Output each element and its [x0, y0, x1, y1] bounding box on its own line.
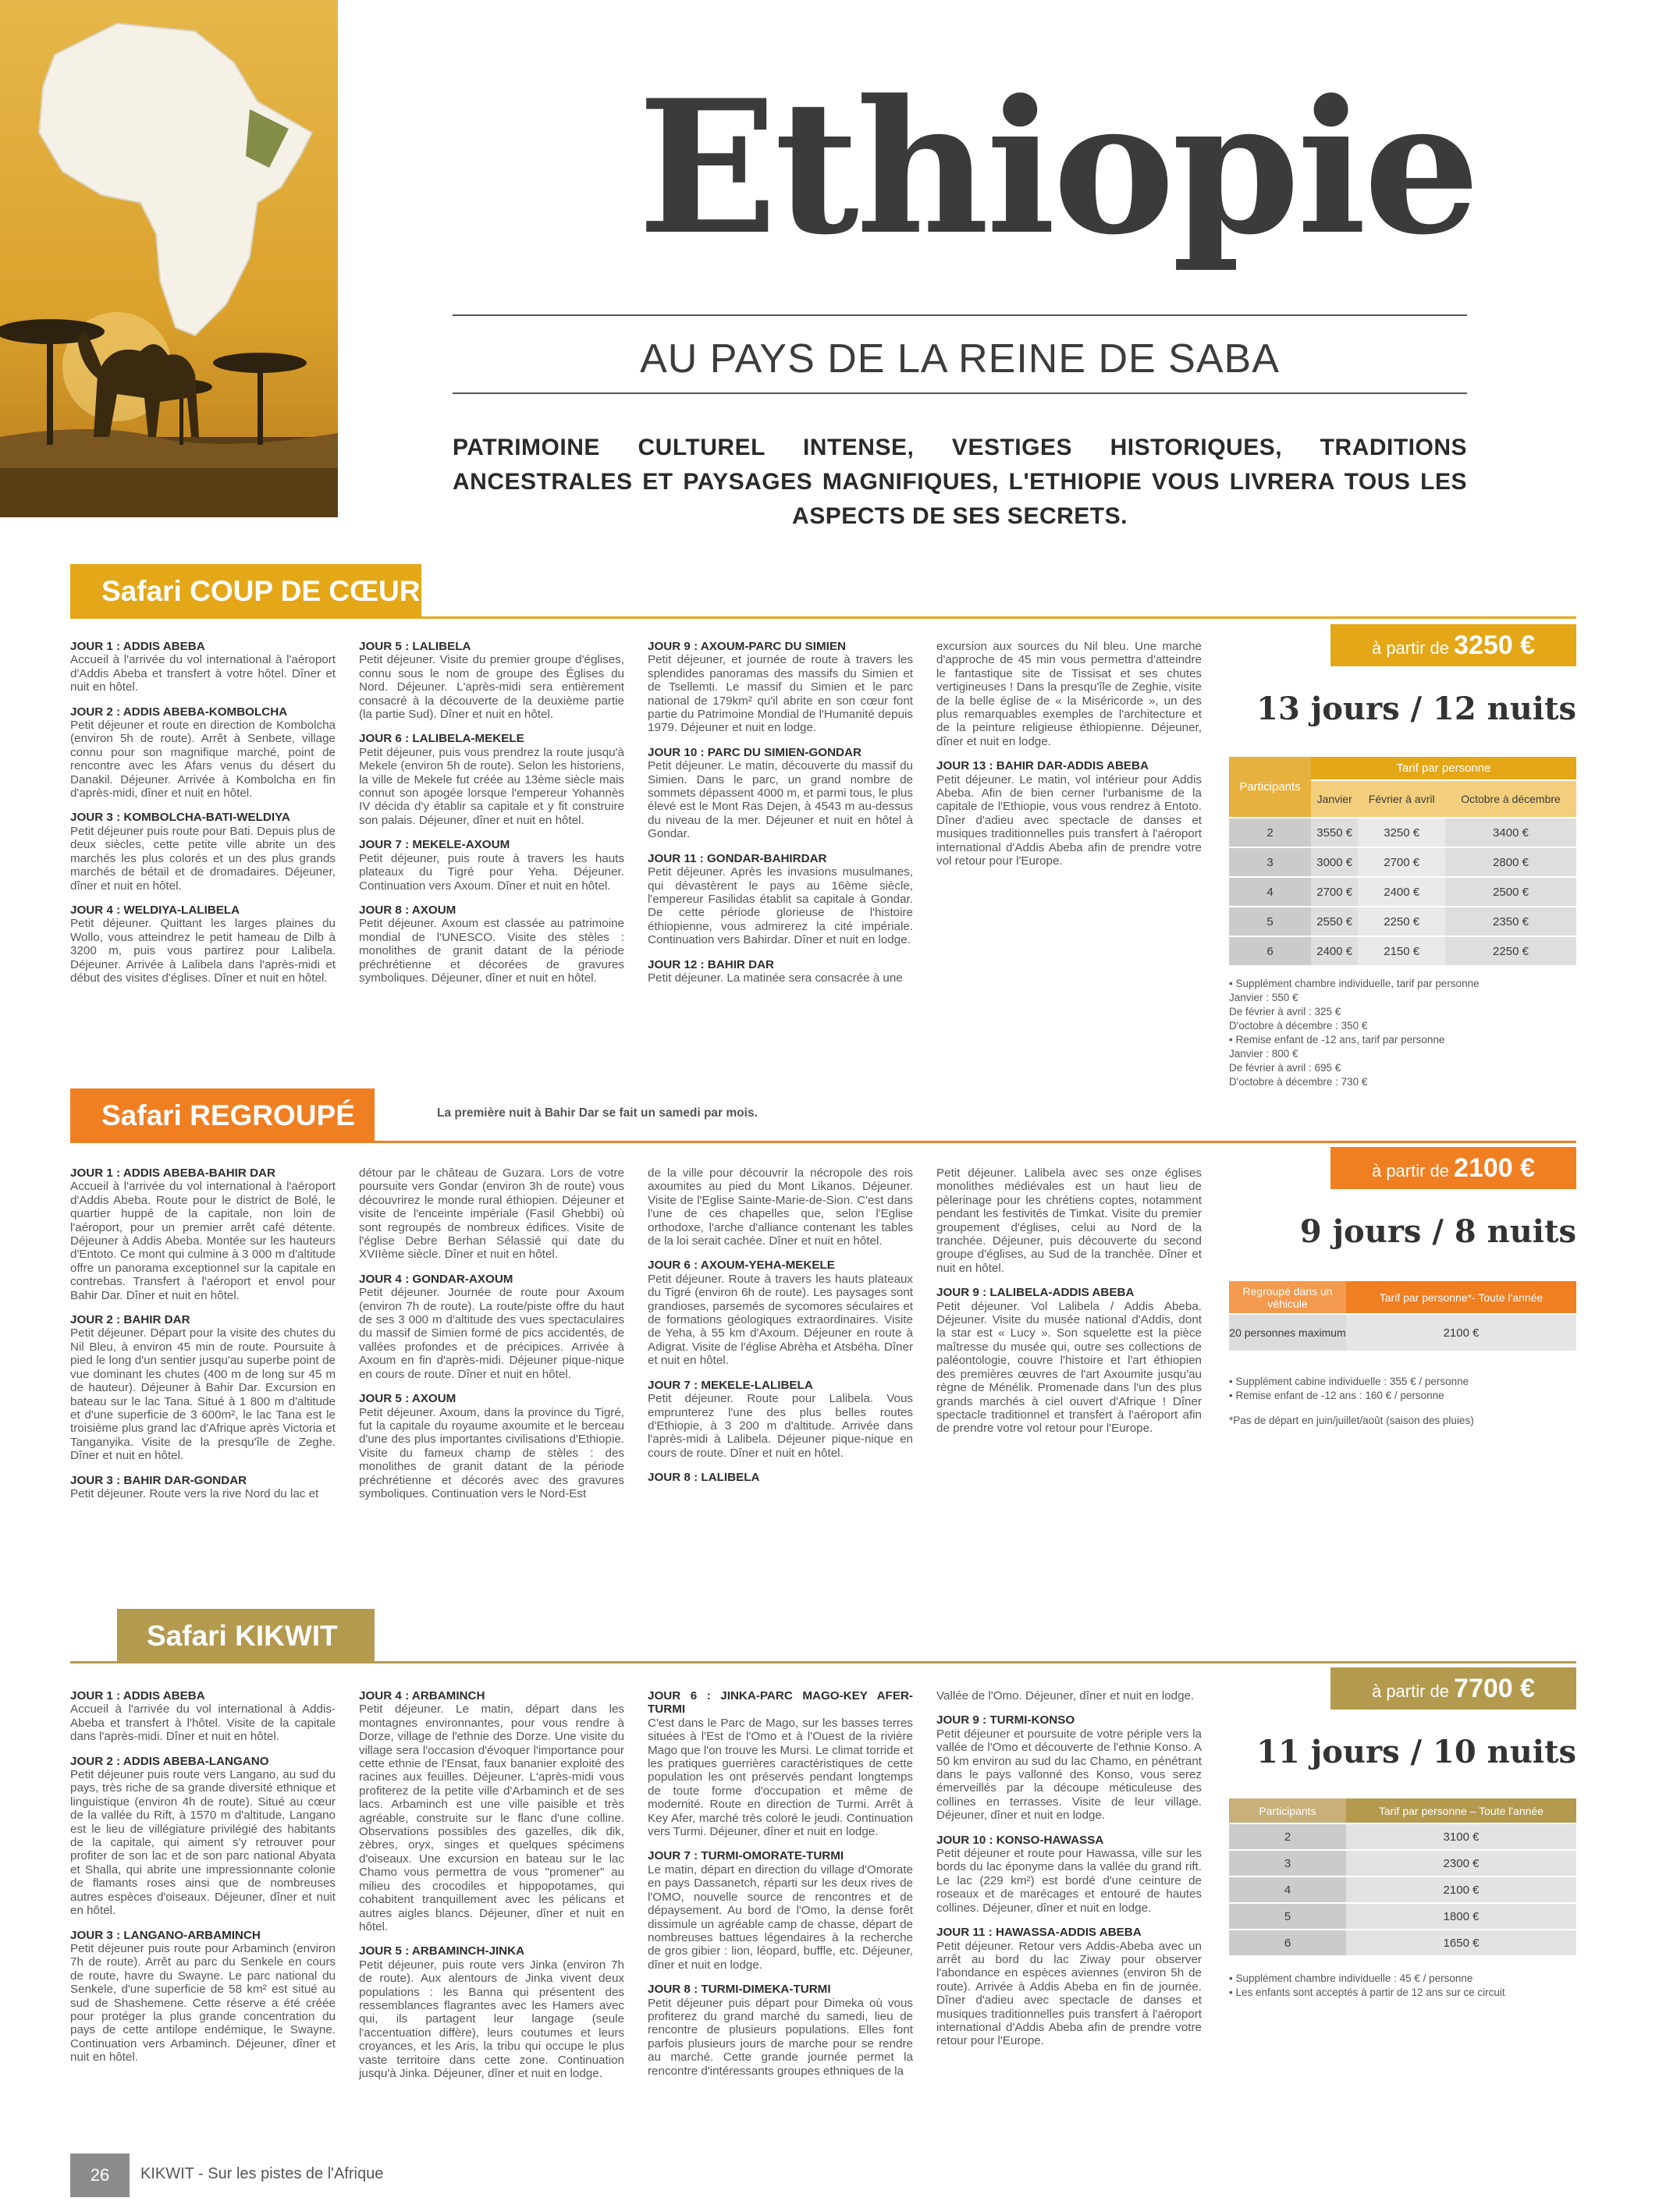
safari2-col3: [648, 1166, 913, 1496]
table-row: [1229, 936, 1576, 966]
price-cell: 1650 €: [1346, 1930, 1576, 1956]
itinerary-day: [359, 1273, 624, 1381]
day-title: JOUR 9 : AXOUM-PARC DU SIMIEN: [648, 640, 846, 653]
note-line: D'octobre à décembre : 730 €: [1229, 1076, 1368, 1088]
day-title: JOUR 6 : LALIBELA-MEKELE: [359, 732, 524, 746]
safari1-col1: [70, 640, 336, 996]
day-description: Petit déjeuner, et journée de route à travers les splendides panoramas des massifs du Simien et de Tsellemti. Le massif du Simien et le parc national de 179km² qu'il abrite en son cœur font partie du Patrimoine Mondial de l'Humanité depuis 1979. Déjeuner et nuit en lodge.: [648, 653, 913, 735]
itinerary-day: [359, 904, 624, 985]
day-description: Petit déjeuner. Route pour Lalibela. Vous emprunterez l'une des plus belles routes d'Ethiopie, à 3 200 m d'altitude. Arrivée dans l'après-midi à Lalibela. Déjeuner pique-nique en cours de route. Dîner et nuit en hôtel.: [648, 1392, 913, 1460]
table-row: [1229, 1823, 1576, 1850]
note-line: Janvier : 550 €: [1229, 992, 1298, 1003]
itinerary-day: [648, 958, 913, 985]
itinerary-day: [936, 1689, 1202, 1702]
safari3-col1: [70, 1689, 336, 2075]
vehicle-header: Regroupé dans un véhicule: [1229, 1281, 1346, 1314]
price-cell: 3250 €: [1358, 818, 1445, 847]
day-title: JOUR 8 : AXOUM: [359, 903, 456, 917]
day-title: JOUR 11 : HAWASSA-ADDIS ABEBA: [936, 1926, 1142, 1940]
price-cell: 2550 €: [1311, 907, 1358, 936]
divider-top: [453, 314, 1467, 316]
price-cell: 3400 €: [1445, 818, 1576, 847]
participants-cell: 4: [1229, 877, 1311, 907]
subtitle: AU PAYS DE LA REINE DE SABA: [640, 336, 1280, 382]
safari1-price-box: [1330, 624, 1576, 666]
intro-text: PATRIMOINE CULTUREL INTENSE, VESTIGES HISTORIQUES, TRADITIONS ANCESTRALES ET PAYSAGES MAGNIFIQUES, L'ETHIOPIE VOUS LIVRERA TOUS LES ASPECTS DE SES SECRETS.: [453, 435, 1467, 529]
itinerary-day: [359, 1689, 624, 1933]
day-title: JOUR 3 : KOMBOLCHA-BATI-WELDIYA: [70, 811, 290, 825]
safari3-price-table: [1229, 1798, 1576, 1957]
day-description: Petit déjeuner puis route vers Langano, au sud du pays, très riche de sa grande diversité ethnique et linguistique (environ 4h de route). Situé au cœur de la vallée du Rift, à 1570 m d'altitude, Langano est le lieu de villégiature privilégié des habitants de la capitale, qui aiment s'y retrouver pour profiter de son lac et de son parc national Abyata et Shalla, qui abrite une impressionnante colonie de flamants roses ainsi que de nombreuses autres espèces d'oiseaux. Déjeuner, dîner et nuit en hôtel.: [70, 1768, 336, 1918]
safari2-notes: [1229, 1375, 1576, 1428]
day-description: Petit déjeuner. Journée de route pour Axoum (environ 7h de route). La route/piste offre du haut de ses 3 000 m d'altitude des vues spectaculaires du massif de Simien formé de pics accidentés, de vallées profondes et de précipices. Arrivée à Axoum en fin d'après-midi. Déjeuner pique-nique en cours de route. Dîner et nuit en hôtel.: [359, 1286, 624, 1381]
day-description: Petit déjeuner. Axoum est classée au patrimoine mondial de l'UNESCO. Visite des stèles : monolithes de granit datant de la période préchrétienne et décorées de gravures symboliques. Déjeuner, dîner et nuit en hôtel.: [359, 917, 624, 985]
day-description: Petit déjeuner et route en direction de Kombolcha (environ 5h de route). Arrêt à Senbete, village connu pour son magnifique marché, point de rencontre avec les Afars venus du désert du Danakil. Déjeuner. Arrivée à Kombolcha en fin d'après-midi, dîner et nuit en hôtel.: [70, 719, 336, 801]
day-description: Petit déjeuner puis route pour Arbaminch (environ 7h de route). Arrêt au parc du Senkele en cours de route, havre du Swayne. Le parc national du Senkele, d'une superficie de 58 km² est situé au sud de Shashemene. Cette réserve a été créée pour protéger la plus grande concentration du pays de cette antilope endémique, le Swayne. Continuation vers Arbaminch. Déjeuner, dîner et nuit en hôtel.: [70, 1941, 336, 2065]
safari1-duration: 13 jours / 12 nuits: [1256, 691, 1576, 727]
price-cell: 2150 €: [1358, 936, 1445, 966]
day-description: Petit déjeuner. Le matin, départ dans les montagnes environnantes, pour vous rendre à Dorze, village de l'ethnie des Dorze. Une visite du village sera l'occasion d'évoquer l'importance pour cette ethnie de l'Ensat, faux bananier exploité des racines aux feuilles. Déjeuner. L'après-midi vous profiterez de la petite ville d'Arbaminch et de ses lacs. Arbaminch est une ville paisible et très agréable, construite sur le flanc d'une colline. Observations possibles des gazelles, dik dik, zèbres, oryx, singes et quelques spécimens d'oiseaux. Une excursion en bateau sur le lac Chamo vous permettra de vous "promener" au milieu des crocodiles et hippopotames, qui cohabitent tranquillement avec les pélicans et autres aigles blancs. Déjeuner, dîner et nuit en hôtel.: [359, 1702, 624, 1933]
day-description: Petit déjeuner. Vol Lalibela / Addis Abeba. Déjeuner. Visite du musée national d'Addis, dont la star est « Lucy ». Son squelette est la pièce maîtresse du musée qui, outre ses collections de paléontologie, couvre l'histoire et l'art éthiopien des premières œuvres de l'art Axoumite jusqu'au règne de Ménélik. Promenade dans l'un des plus grands marchés à ciel ouvert d'Afrique ! Dîner spectacle traditionnel et transfert à l'aéroport afin de prendre votre vol retour pour l'Europe.: [936, 1299, 1202, 1436]
safari2-col4: [936, 1166, 1202, 1447]
safari2-col2: [359, 1166, 624, 1511]
safari3-price-box: [1330, 1667, 1576, 1710]
itinerary-day: [70, 1474, 336, 1501]
day-description: Petit déjeuner. Départ pour la visite des chutes du Nil Bleu, à environ 45 min de route. Poursuite à pied le long d'un sentier jusqu'au superbe point de vue dominant les chutes (400 m de long sur 45 m de hauteur). Déjeuner à Bahir Dar. Excursion en bateau sur le lac Tana. Situé à 1 800 m d'altitude et d'une superficie de 3 600m², le lac Tana est le troisième plus grand lac d'Afrique après Victoria et Tanganyika. Visite de la presqu'île de Zeghe. Dîner et nuit en hôtel.: [70, 1326, 336, 1463]
day-title: JOUR 9 : TURMI-KONSO: [936, 1713, 1075, 1727]
table-row: [1229, 1903, 1576, 1930]
safari2-price: 2100 €: [1454, 1153, 1536, 1183]
day-title: JOUR 2 : ADDIS ABEBA-LANGANO: [70, 1754, 269, 1768]
day-description: Petit déjeuner, puis vous prendrez la route jusqu'à Mekele (environ 5h de route). Selon les historiens, la ville de Mekele fut créée au 13ème siècle mais connut son apogée lorsque l'empereur Yohannès IV décida d'y établir sa capitale et y fit construire son palais. Déjeuner, dîner et nuit en hôtel.: [359, 745, 624, 827]
itinerary-day: [936, 759, 1202, 868]
safari2-col1: [70, 1166, 336, 1511]
itinerary-day: [70, 1313, 336, 1462]
itinerary-day: [936, 1834, 1202, 1915]
safari1-banner: Safari COUP DE CŒUR: [70, 564, 421, 619]
day-description: Petit déjeuner puis départ pour Dimeka où vous profiterez du grand marché du samedi, lieu de rencontre de plusieurs populations. Elles font parfois plusieurs jours de marche pour se rendre au marché. Cette grande journée permet la rencontre d'intéressants groupes ethniques de la: [648, 1996, 913, 2078]
participants-cell: 5: [1229, 1903, 1346, 1930]
participants-cell: 2: [1229, 1823, 1346, 1850]
day-description: Petit déjeuner. Lalibela avec ses onze églises monolithes médiévales est un haut lieu de pèlerinage pour les chrétiens coptes, notamment pendant les festivités de Timkat. Visite du premier groupement d'églises, celui au Nord de la tranchée. Déjeuner, puis découverte du second groupe d'églises, au Sud de la tranchée. Dîner et nuit en hôtel.: [936, 1166, 1202, 1275]
day-title: JOUR 9 : LALIBELA-ADDIS ABEBA: [936, 1286, 1135, 1300]
participants-cell: 4: [1229, 1876, 1346, 1903]
price-cell: 2250 €: [1445, 936, 1576, 966]
price-cell: 2400 €: [1358, 877, 1445, 907]
price-cell: 2300 €: [1346, 1850, 1576, 1876]
note-line: • Les enfants sont acceptés à partir de 12 ans sur ce circuit: [1229, 1987, 1505, 1998]
safari2-footnote: *Pas de départ en juin/juillet/août (saison des pluies): [1229, 1415, 1474, 1426]
safari3-rule: [70, 1661, 1576, 1663]
itinerary-day: [648, 1379, 913, 1460]
header-photo: [0, 0, 338, 517]
participants-cell: 6: [1229, 936, 1311, 966]
day-title: JOUR 4 : WELDIYA-LALIBELA: [70, 903, 240, 917]
tarif-header: Tarif par personne*- Toute l'année: [1346, 1281, 1576, 1314]
itinerary-day: [70, 640, 336, 694]
table-row: [1229, 907, 1576, 936]
safari1-col4: [936, 640, 1202, 879]
itinerary-day: [648, 1166, 913, 1248]
safari1-price: 3250 €: [1454, 630, 1536, 660]
safari1-rule: [70, 616, 1576, 619]
participants-header: Participants: [1229, 1798, 1346, 1823]
itinerary-day: [936, 1166, 1202, 1275]
day-title: JOUR 6 : JINKA-PARC MAGO-KEY AFER-TURMI: [648, 1689, 913, 1717]
itinerary-day: [70, 1929, 336, 2065]
group-size: 20 personnes maximum: [1229, 1314, 1346, 1351]
itinerary-day: [359, 838, 624, 893]
day-title: JOUR 10 : PARC DU SIMIEN-GONDAR: [648, 745, 861, 759]
itinerary-day: [70, 705, 336, 801]
safari2-banner-note: La première nuit à Bahir Dar se fait un samedi par mois.: [437, 1106, 758, 1120]
itinerary-day: [936, 1713, 1202, 1822]
price-cell: 2700 €: [1358, 847, 1445, 877]
day-description: Vallée de l'Omo. Déjeuner, dîner et nuit en lodge.: [936, 1689, 1195, 1702]
day-description: Petit déjeuner et poursuite de votre périple vers la vallée de l'Omo et découverte de l'ethnie Konso. A 50 km environ au sud du lac Chamo, en pénétrant dans le pays vallonné des Konso, vous serez émerveillés par la découpe méticuleuse des collines en terrasses. Visite de leur village. Déjeuner, dîner et nuit en lodge.: [936, 1727, 1202, 1823]
day-description: Petit déjeuner puis route pour Bati. Depuis plus de deux siècles, cette petite ville abrite un des marchés les plus colorés et un des plus grands marchés de bétail et de dromadaires. Déjeuner, dîner et nuit en hôtel.: [70, 824, 336, 893]
col-fevrier: Février à avril: [1358, 780, 1445, 818]
day-title: JOUR 11 : GONDAR-BAHIRDAR: [648, 851, 827, 865]
day-description: Petit déjeuner. Visite du premier groupe d'églises, connu sous le nom de groupe des Églises du Nord. Déjeuner. L'après-midi sera entièrement consacré à la découverte de la deuxième partie (la partie Sud). Dîner et nuit en hôtel.: [359, 653, 624, 722]
itinerary-day: [648, 746, 913, 841]
price-prefix: à partir de: [1371, 1161, 1450, 1181]
page-number: 26: [70, 2153, 130, 2197]
table-row: [1229, 818, 1576, 847]
col-octobre: Octobre à décembre: [1445, 780, 1576, 818]
day-title: JOUR 10 : KONSO-HAWASSA: [936, 1833, 1104, 1847]
itinerary-day: [648, 640, 913, 735]
day-description: de la ville pour découvrir la nécropole des rois axoumites au pied du Mont Likanos. Déjeuner. Visite de l'Eglise Sainte-Marie-de-Sion. C'est dans l'une de ces chapelles que, selon l'Eglise orthodoxe, l'arche d'alliance contenant les tables de la loi serait cachée. Dîner et nuit en hôtel.: [648, 1166, 913, 1248]
africa-map-and-camel-illustration: [0, 0, 338, 517]
participants-cell: 3: [1229, 847, 1311, 877]
price-prefix: à partir de: [1371, 1681, 1450, 1701]
safari2-duration: 9 jours / 8 nuits: [1299, 1213, 1576, 1250]
itinerary-day: [359, 640, 624, 721]
day-description: Petit déjeuner. Après les invasions musulmanes, qui dévastèrent le pays au 16ème siècle, l'empereur Fasilidas établit sa capitale à Gondar. De cette période glorieuse de l'histoire éthiopienne, vous admirerez la cité impériale. Continuation vers Bahirdar. Dîner et nuit en lodge.: [648, 865, 913, 947]
price-cell: 2500 €: [1445, 877, 1576, 907]
table-row: [1229, 1930, 1576, 1956]
participants-cell: 2: [1229, 818, 1311, 847]
participants-cell: 3: [1229, 1850, 1346, 1876]
price-prefix: à partir de: [1371, 638, 1450, 658]
note-line: De février à avril : 325 €: [1229, 1006, 1341, 1017]
day-description: Petit déjeuner. Route vers la rive Nord du lac et: [70, 1486, 319, 1500]
itinerary-day: [359, 1392, 624, 1500]
day-title: JOUR 2 : BAHIR DAR: [70, 1313, 190, 1327]
safari1-col2: [359, 640, 624, 996]
safari1-col3: [648, 640, 913, 996]
itinerary-day: [359, 1944, 624, 2080]
price-cell: 2350 €: [1445, 907, 1576, 936]
safari3-price: 7700 €: [1454, 1674, 1536, 1703]
day-title: JOUR 5 : LALIBELA: [359, 640, 471, 653]
participants-cell: 6: [1229, 1930, 1346, 1956]
day-title: JOUR 1 : ADDIS ABEBA: [70, 1689, 205, 1702]
note-line: D'octobre à décembre : 350 €: [1229, 1020, 1368, 1031]
safari2-price-box: [1330, 1147, 1576, 1189]
safari3-col4: [936, 1689, 1202, 2059]
day-description: Petit déjeuner. Le matin, découverte du massif du Simien. Dans le parc, un grand nombre de sommets dépassent 4000 m, et parmi tous, le plus élevé est le Mont Ras Dejen, à 4543 m au-dessus du niveau de la mer. Déjeuner et nuit en hôtel à Gondar.: [648, 759, 913, 841]
safari2-rule: [70, 1141, 1576, 1143]
itinerary-day: [70, 1689, 336, 1744]
day-title: JOUR 6 : AXOUM-YEHA-MEKELE: [648, 1259, 835, 1273]
note-line: De février à avril : 695 €: [1229, 1062, 1341, 1074]
itinerary-day: [648, 1689, 913, 1838]
note-line: • Remise enfant de -12 ans, tarif par personne: [1229, 1034, 1445, 1046]
price-cell: 1800 €: [1346, 1903, 1576, 1930]
participants-cell: 5: [1229, 907, 1311, 936]
itinerary-day: [70, 904, 336, 985]
table-row: [1229, 1876, 1576, 1903]
day-title: JOUR 1 : ADDIS ABEBA-BAHIR DAR: [70, 1166, 275, 1180]
safari2-banner: Safari REGROUPÉ: [70, 1088, 375, 1143]
day-title: JOUR 7 : TURMI-OMORATE-TURMI: [648, 1849, 844, 1863]
day-title: JOUR 5 : AXOUM: [359, 1392, 456, 1406]
itinerary-day: [648, 1259, 913, 1367]
itinerary-day: [70, 811, 336, 892]
price-cell: 2800 €: [1445, 847, 1576, 877]
day-description: détour par le château de Guzara. Lors de votre poursuite vers Gondar (environ 3h de route) vous découvrirez le monde rural éthiopien. Déjeuner et visite de l'enceinte impériale (Fasil Ghebbi) où sont regroupés de nombreux édifices. Visite de l'église Debre Berhan Sélassié qui date du XVIIème siècle. Dîner et nuit en hôtel.: [359, 1166, 624, 1262]
page-title: Ethiopie: [638, 60, 1477, 275]
itinerary-day: [936, 1926, 1202, 2048]
itinerary-day: [648, 1849, 913, 1972]
day-title: JOUR 3 : BAHIR DAR-GONDAR: [70, 1473, 247, 1487]
day-description: Petit déjeuner, puis route à travers les hauts plateaux du Tigré pour Yeha. Déjeuner. Continuation vers Axoum. Dîner et nuit en hôtel.: [359, 851, 624, 893]
day-title: JOUR 3 : LANGANO-ARBAMINCH: [70, 1928, 261, 1942]
note-line: • Supplément cabine individuelle : 355 € / personne: [1229, 1376, 1469, 1387]
note-line: • Supplément chambre individuelle, tarif par personne: [1229, 978, 1480, 989]
day-description: Petit déjeuner et route pour Hawassa, ville sur les bords du lac éponyme dans la vallée du grand rift. Le lac (229 km²) est bordé d'une ceinture de roseaux et de marécages et entouré de hautes collines. Déjeuner, dîner et nuit en lodge.: [936, 1847, 1202, 1915]
price-cell: 3100 €: [1346, 1823, 1576, 1850]
day-title: JOUR 13 : BAHIR DAR-ADDIS ABEBA: [936, 759, 1149, 773]
safari1-price-table: [1229, 757, 1576, 967]
safari2-price-table: [1229, 1281, 1576, 1352]
group-price: 2100 €: [1346, 1314, 1576, 1351]
safari3-duration: 11 jours / 10 nuits: [1256, 1734, 1576, 1770]
itinerary-day: [648, 1471, 913, 1484]
table-row: [1229, 1850, 1576, 1876]
itinerary-day: [936, 1286, 1202, 1435]
price-cell: 3550 €: [1311, 818, 1358, 847]
day-title: JOUR 8 : LALIBELA: [648, 1471, 760, 1485]
day-title: JOUR 1 : ADDIS ABEBA: [70, 640, 205, 653]
tarif-header: Tarif par personne – Toute l'année: [1346, 1798, 1576, 1823]
day-description: Petit déjeuner. Quittant les larges plaines du Wollo, vous atteindrez le petit hameau de Dilb à 3200 m, puis vous partirez pour Lalibela. Déjeuner. Arrivée à Lalibela dans l'après-midi et début des visites d'églises. Dîner et nuit en hôtel.: [70, 917, 336, 985]
safari1-notes: [1229, 977, 1576, 1089]
itinerary-day: [359, 732, 624, 827]
day-title: JOUR 4 : GONDAR-AXOUM: [359, 1272, 513, 1286]
price-cell: 2250 €: [1358, 907, 1445, 936]
day-description: Le matin, départ en direction du village d'Omorate en pays Dassanetch, réparti sur les deux rives de l'OMO, nouvelle source de rencontres et de dépaysement. Au bord de l'Omo, la dense forêt dissimule un agréable camp de chasse, départ de nombreuses battues légendaires à la recherche de gros gibier : lion, léopard, buffle, etc. Déjeuner, dîner et nuit en lodge.: [648, 1862, 913, 1972]
day-description: Petit déjeuner. Retour vers Addis-Abeba avec un arrêt au bord du lac Ziway pour observer l'abondance en espèces aviennes (environ 5h de route). Arrivée à Addis Abeba en fin de journée. Dîner d'adieu avec spectacle de danses et musiques traditionnelles puis transfert à l'aéroport international d'Addis Abeba afin de prendre votre retour pour l'Europe.: [936, 1939, 1202, 2048]
col-janvier: Janvier: [1311, 780, 1358, 818]
day-title: JOUR 7 : MEKELE-AXOUM: [359, 838, 510, 852]
day-description: Petit déjeuner. La matinée sera consacrée à une: [648, 971, 903, 985]
day-description: Accueil à l'arrivée du vol international à l'aéroport d'Addis Abeba. Route pour le district de Bolé, le quartier huppé de la capitale, non loin de l'aéroport, pour un premier arrêt café détente. Déjeuner à Addis Abeba. Montée sur les hauteurs d'Entoto. Ce mont qui culmine à 3 000 m d'altitude offre un panorama exceptionnel sur la capitale en contrebas. Transfert à l'aéroport et envol pour Bahir Dar. Dîner et nuit en hôtel.: [70, 1180, 336, 1302]
safari3-col2: [359, 1689, 624, 2091]
price-cell: 3000 €: [1311, 847, 1358, 877]
itinerary-day: [936, 640, 1202, 748]
day-title: JOUR 4 : ARBAMINCH: [359, 1689, 485, 1702]
day-description: Accueil à l'arrivée du vol international à l'aéroport d'Addis Abeba et transfert à votre hôtel. Dîner et nuit en hôtel.: [70, 653, 336, 694]
day-description: Petit déjeuner. Route à travers les hauts plateaux du Tigré (environ 6h de route). Les paysages sont grandioses, parsemés de sycomores séculaires et de formations géologiques extraordinaires. Visite de Yeha, à 55 km d'Axoum. Déjeuner en route à Adigrat. Visite de l'église Abrèha et Atsbéha. Dîner et nuit en hôtel.: [648, 1272, 913, 1368]
itinerary-day: [648, 1983, 913, 2078]
day-description: Petit déjeuner. Le matin, vol intérieur pour Addis Abeba. Afin de bien cerner l'urbanisme de la capitale de l'Ethiopie, vous vous rendrez à Entoto. Dîner d'adieu avec spectacle de danses et musiques traditionnelles puis transfert à l'aéroport international d'Addis Abeba afin de prendre votre vol retour pour l'Europe.: [936, 772, 1202, 868]
table-row: [1229, 847, 1576, 877]
itinerary-day: [648, 852, 913, 947]
day-title: JOUR 5 : ARBAMINCH-JINKA: [359, 1944, 525, 1958]
itinerary-day: [70, 1166, 336, 1302]
note-line: • Supplément chambre individuelle : 45 € / personne: [1229, 1972, 1473, 1984]
participants-header: Participants: [1229, 757, 1311, 818]
safari3-notes: [1229, 1972, 1576, 2000]
divider-bottom: [453, 392, 1467, 394]
day-description: Petit déjeuner. Axoum, dans la province du Tigré, fut la capitale du royaume axoumite et le berceau d'une des plus importantes civilisations d'Ethiopie. Visite du fameux champ de stèles : des monolithes de granit datant de la période préchrétienne et décorés avec des gravures symboliques. Continuation vers le Nord-Est: [359, 1405, 624, 1500]
note-line: Janvier : 800 €: [1229, 1048, 1298, 1060]
itinerary-day: [70, 1755, 336, 1918]
price-cell: 2400 €: [1311, 936, 1358, 966]
footer-text: KIKWIT - Sur les pistes de l'Afrique: [140, 2165, 384, 2182]
day-title: JOUR 8 : TURMI-DIMEKA-TURMI: [648, 1983, 831, 1997]
day-description: Accueil à l'arrivée du vol international à Addis-Abeba et transfert à l'hôtel. Visite de la capitale dans l'après-midi. Dîner et nuit en hôtel.: [70, 1702, 336, 1744]
price-cell: 2100 €: [1346, 1876, 1576, 1903]
note-line: • Remise enfant de -12 ans : 160 € / personne: [1229, 1390, 1444, 1401]
day-title: JOUR 7 : MEKELE-LALIBELA: [648, 1378, 813, 1392]
day-title: JOUR 2 : ADDIS ABEBA-KOMBOLCHA: [70, 705, 288, 719]
table-row: [1229, 877, 1576, 907]
itinerary-day: [359, 1166, 624, 1262]
day-description: excursion aux sources du Nil bleu. Une marche d'approche de 45 min vous permettra d'atteindre le fantastique site de Tissisat et ses chutes vertigineuses ! Dans la presqu'île de Zeghie, visite de la belle église de « la Miséricorde », un des plus remarquables exemples de l'architecture et de la peinture religieuse éthiopienne. Déjeuner, dîner et nuit en lodge.: [936, 640, 1202, 748]
safari3-col3: [648, 1689, 913, 2089]
day-title: JOUR 12 : BAHIR DAR: [648, 957, 775, 971]
day-description: C'est dans le Parc de Mago, sur les basses terres situées à l'Est de l'Omo et à l'Ouest de la rivière Mago que l'on trouve les Mursi. Le climat torride et les pratiques guerrières caractéristiques de cette population les ont préservés pendant longtemps de toute forme d'occupation et même de modernité. Route en direction de Turmi. Arrêt à Key Afer, marché très coloré le jeudi. Continuation vers Turmi. Déjeuner, dîner et nuit en lodge.: [648, 1716, 913, 1839]
day-description: Petit déjeuner, puis route vers Jinka (environ 7h de route). Aux alentours de Jinka vivent deux populations : les Banna qui présentent des ressemblances flagrantes avec les Hamers avec qui, ils partagent leur langage (seule l'accentuation diffère), leurs coutumes et leurs croyances, et les Aris, la tribu qui occupe le plus vaste territoire dans cette zone. Continuation jusqu'à Jinka. Déjeuner, dîner et nuit en lodge.: [359, 1958, 624, 2080]
tarif-header: Tarif par personne: [1311, 757, 1576, 780]
price-cell: 2700 €: [1311, 877, 1358, 907]
safari3-banner: Safari KIKWIT: [117, 1609, 375, 1663]
